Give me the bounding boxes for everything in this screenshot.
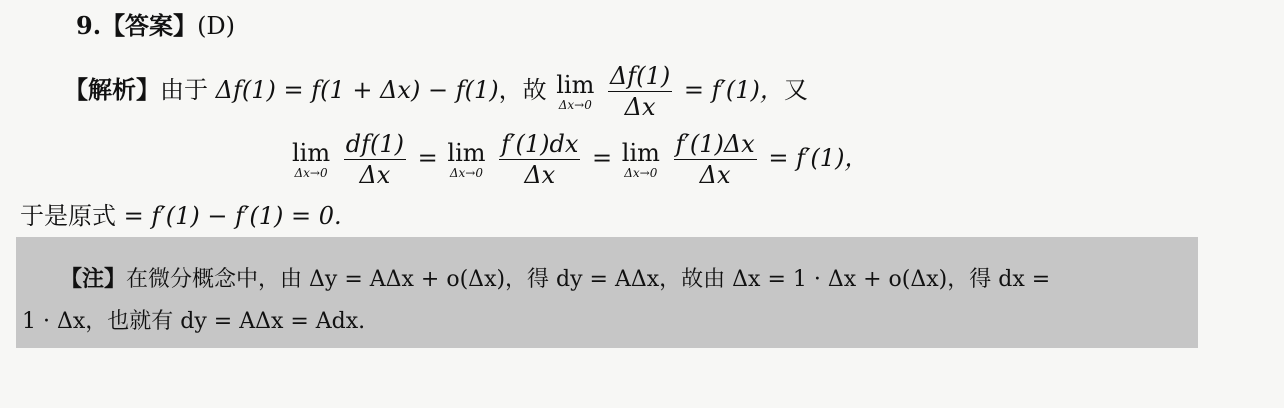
fraction-1: $\frac{\Delta f(1)}{\Delta x}$ [609,62,671,121]
equals-sign: = [417,144,438,172]
analysis-label: 【解析】 [64,76,160,104]
display-equation [290,132,868,187]
equals-sign: = [592,144,613,172]
equation-2-rhs: = f′(1)， [768,144,869,172]
analysis-intro: 由于 [160,76,208,104]
limit-operator: lim Δx→0 [621,138,660,180]
analysis-also: 又 [783,76,808,104]
question-number: 9. [76,11,102,40]
fraction-4: $\frac{f'(1)\Delta x}{\Delta x}$ [675,130,755,189]
conclusion-line [20,204,342,228]
fraction-2: $\frac{df(1)}{\Delta x}$ [345,130,404,189]
answer-value: (D) [197,12,236,40]
note-line-1 [60,262,1050,293]
note-text-1: 在微分概念中，由 Δy = AΔx + o(Δx)，得 dy = AΔx，故由 Δx = 1 · Δx + o(Δx)，得 dx = [126,267,1051,292]
conclusion-prefix: 于是原式 [20,202,116,230]
conclusion-equation: = f′(1) − f′(1) = 0. [123,202,342,230]
analysis-equation-1: Δf(1) = f(1 + Δx) − f(1) [215,76,499,104]
limit-operator: lim Δx→0 [447,138,486,180]
analysis-line-1 [64,64,808,119]
note-text-2: 1 · Δx，也就有 dy = AΔx = Adx. [22,309,366,334]
limit-operator: lim Δx→0 [292,138,331,180]
fraction-3: $\frac{f'(1)dx}{\Delta x}$ [501,130,579,189]
limit-operator: lim Δx→0 [556,70,595,112]
equation-1-rhs: = f′(1)， [683,76,784,104]
note-line-2 [22,304,365,335]
answer-label: 【答案】 [101,12,198,40]
note-label: 【注】 [60,267,127,292]
analysis-so: ，故 [498,76,547,104]
answer-line [76,11,236,40]
